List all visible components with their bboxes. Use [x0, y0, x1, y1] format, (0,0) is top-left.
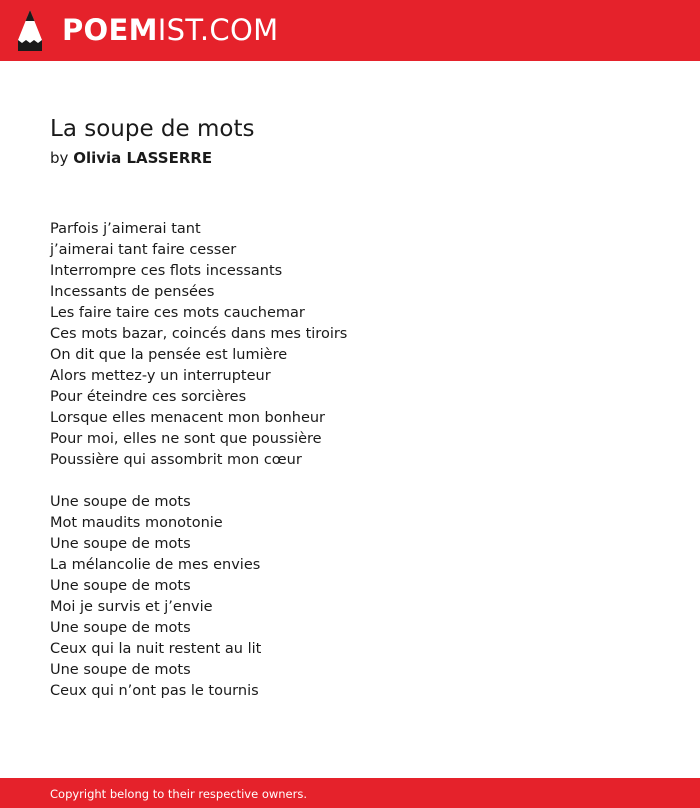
poem-line: Une soupe de mots [50, 662, 191, 678]
site-footer [0, 778, 700, 808]
poem-line: Une soupe de mots [50, 578, 191, 594]
poem-line: Poussière qui assombrit mon cœur [50, 452, 302, 468]
poem-line: j’aimerai tant faire cesser [50, 242, 237, 258]
byline-prefix: by [50, 149, 69, 167]
poem-author[interactable]: Olivia LASSERRE [73, 149, 213, 167]
poem-stanza [50, 219, 650, 471]
poem-line: Une soupe de mots [50, 494, 191, 510]
poem-line: Ceux qui la nuit restent au lit [50, 641, 262, 657]
logo-light-text: IST.COM [157, 13, 279, 47]
poem-line: Pour éteindre ces sorcières [50, 389, 247, 405]
logo-bold-text: POEM [62, 13, 158, 47]
copyright-text: Copyright belong to their respective owners. [50, 787, 308, 801]
pencil-icon[interactable] [18, 10, 42, 51]
poem-line: La mélancolie de mes envies [50, 557, 261, 573]
poem-line: Une soupe de mots [50, 620, 191, 636]
poem-line: On dit que la pensée est lumière [50, 347, 288, 363]
poem-line: Les faire taire ces mots cauchemar [50, 305, 305, 321]
poem-body [50, 219, 650, 702]
poem-line: Interrompre ces flots incessants [50, 263, 283, 279]
poem-line: Parfois j’aimerai tant [50, 221, 201, 237]
stanza-gap [50, 471, 650, 492]
poem-line: Une soupe de mots [50, 536, 191, 552]
poem-byline [50, 149, 212, 167]
poem-title: La soupe de mots [50, 116, 255, 142]
site-header [0, 0, 700, 61]
poem-stanza [50, 492, 650, 702]
poem-line: Pour moi, elles ne sont que poussière [50, 431, 322, 447]
poem-line: Alors mettez-y un interrupteur [50, 368, 271, 384]
poem-line: Lorsque elles menacent mon bonheur [50, 410, 326, 426]
poem-line: Ceux qui n’ont pas le tournis [50, 683, 259, 699]
poem-line: Mot maudits monotonie [50, 515, 223, 531]
poem-line: Moi je survis et j’envie [50, 599, 213, 615]
poem-line: Incessants de pensées [50, 284, 215, 300]
poem-line: Ces mots bazar, coincés dans mes tiroirs [50, 326, 348, 342]
site-logo[interactable] [62, 13, 278, 47]
